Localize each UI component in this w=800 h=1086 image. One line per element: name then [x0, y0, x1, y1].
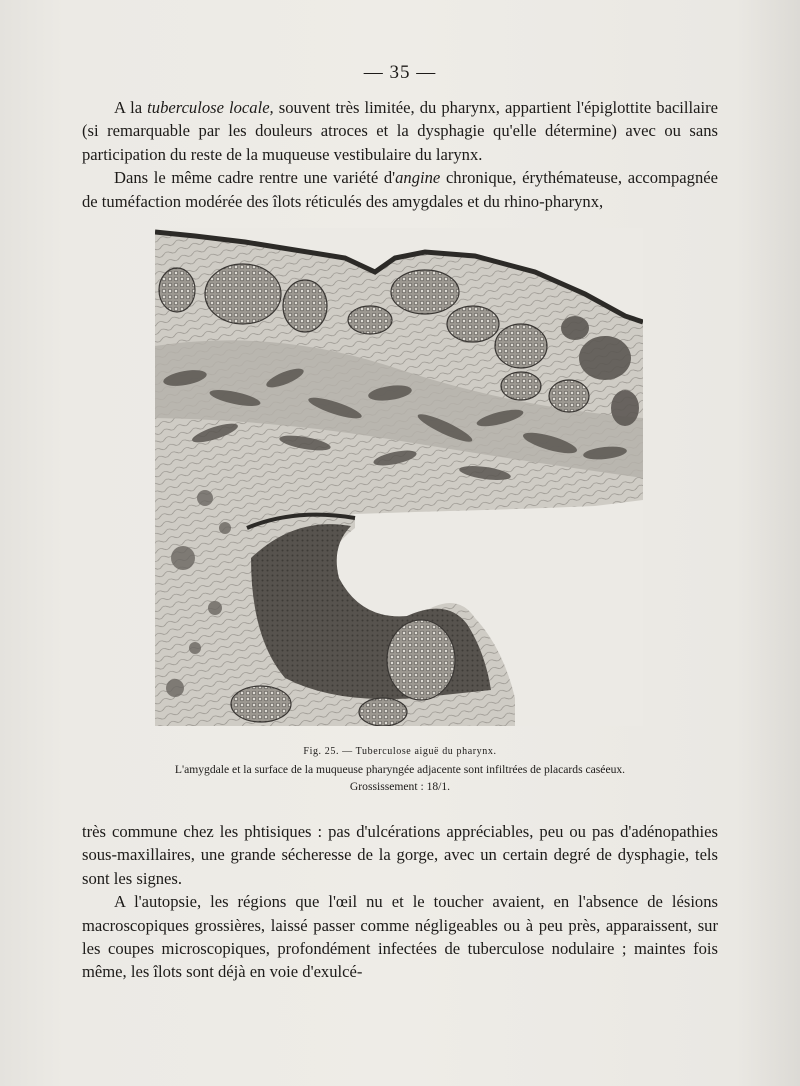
- figure-number: Fig. 25. —: [303, 746, 356, 757]
- follicle: [231, 686, 291, 722]
- histology-figure: [155, 228, 643, 726]
- follicle: [391, 270, 459, 314]
- micrograph-illustration: [155, 228, 643, 726]
- follicle: [501, 372, 541, 400]
- follicle: [495, 324, 547, 368]
- follicle: [283, 280, 327, 332]
- follicle: [447, 306, 499, 342]
- page-number: — 35 —: [363, 62, 437, 83]
- follicle: [348, 306, 392, 334]
- follicle: [159, 268, 195, 312]
- follicle: [359, 698, 407, 726]
- emphasis-angine: angine: [395, 168, 441, 188]
- paragraph-angine: Dans le même cadre rentre une variété d'angine chronique, érythémateuse, accompagnée de tuméfaction modérée des îlots réticulés des amygdales et du rhino-pharynx,: [82, 168, 718, 211]
- follicle: [549, 380, 589, 412]
- figure-caption-title: [82, 742, 718, 760]
- paragraph-autopsie: A l'autopsie, les régions que l'œil nu et le toucher avaient, en l'absence de lésions macroscopiques grossières, laissé passer comme négligeables ou à peu près, apparaissent, sur les coupes microscopiques, profondément infectées de tuberculose nodulaire ; maintes fois même, les îlots sont déjà en voie d'exulcé-: [82, 892, 718, 982]
- bottom-text-block: [82, 820, 718, 984]
- paragraph-continuation: très commune chez les phtisiques : pas d'ulcérations appréciables, peu ou pas d'adénopathies sous-maxillaires, une grande sécheresse de la gorge, avec un certain degré de dysphagie, tels sont les signes.: [82, 822, 718, 888]
- figure-title: Tuberculose aiguë du pharynx.: [355, 746, 497, 757]
- paragraph-tuberculose-locale: A la tuberculose locale, souvent très limitée, du pharynx, appartient l'épiglottite bacillaire (si remarquable par les douleurs atroces et la dysphagie qu'elle détermine) avec ou sans participation du reste de la muqueuse vestibulaire du larynx.: [82, 98, 719, 164]
- follicle: [205, 264, 281, 324]
- follicle: [387, 620, 455, 700]
- emphasis-tuberculose-locale: tuberculose locale,: [147, 98, 274, 117]
- top-text-block: [82, 96, 718, 213]
- figure-caption-description: L'amygdale et la surface de la muqueuse pharyngée adjacente sont infiltrées de placards caséeux.: [174, 763, 626, 776]
- figure-magnification: Grossissement : 18/1.: [349, 780, 451, 793]
